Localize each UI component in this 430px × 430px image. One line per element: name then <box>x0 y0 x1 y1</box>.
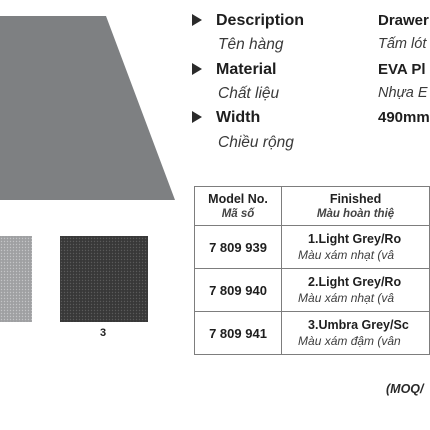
spec-value: 490mm <box>378 109 430 126</box>
moq-note: (MOQ/ <box>386 382 424 396</box>
table-row <box>195 226 430 269</box>
header-finish-label: Finished <box>329 192 382 206</box>
finish-name: 1.Light Grey/Ro <box>308 232 402 246</box>
finish-name: 3.Umbra Grey/Sc <box>308 318 409 332</box>
header-model-label: Model No. <box>208 192 268 206</box>
product-image <box>0 0 190 360</box>
triangle-bullet-icon <box>192 63 202 75</box>
spec-label-vn: Chất liệu <box>218 85 280 102</box>
table-row <box>195 269 430 312</box>
swatch-light-image <box>0 236 32 322</box>
model-number: 7 809 939 <box>195 226 282 269</box>
spec-label-vn: Tên hàng <box>218 36 284 53</box>
header-finish-label-vn: Màu hoàn thiệ <box>316 208 395 220</box>
spec-label-vn: Chiều rộng <box>218 134 294 151</box>
finish-cell <box>282 312 430 355</box>
spec-value-vn: Tấm lót <box>378 36 427 52</box>
table-row <box>195 312 430 355</box>
table-header-row <box>195 187 430 226</box>
drawer-mat-image <box>0 16 175 200</box>
spec-value: Drawer <box>378 12 429 29</box>
finish-cell <box>282 269 430 312</box>
triangle-bullet-icon <box>192 14 202 26</box>
spec-value: EVA Pl <box>378 61 426 78</box>
model-number: 7 809 940 <box>195 269 282 312</box>
triangle-bullet-icon <box>192 111 202 123</box>
swatch-dark-image <box>60 236 148 322</box>
finish-name-vn: Màu xám nhạt (vâ <box>298 248 395 262</box>
header-model <box>195 187 282 226</box>
header-finish <box>282 187 430 226</box>
header-model-label-vn: Mã số <box>221 208 255 220</box>
spec-label: Description <box>216 12 305 29</box>
finish-name-vn: Màu xám đậm (vân <box>298 334 401 348</box>
finish-name: 2.Light Grey/Ro <box>308 275 402 289</box>
finish-name-vn: Màu xám nhạt (vâ <box>298 291 395 305</box>
finish-cell <box>282 226 430 269</box>
spec-label: Material <box>216 61 277 78</box>
model-number: 7 809 941 <box>195 312 282 355</box>
swatch-number-3: 3 <box>99 327 107 339</box>
model-table <box>194 186 430 355</box>
spec-label: Width <box>216 109 261 126</box>
spec-value-vn: Nhựa E <box>378 85 428 101</box>
